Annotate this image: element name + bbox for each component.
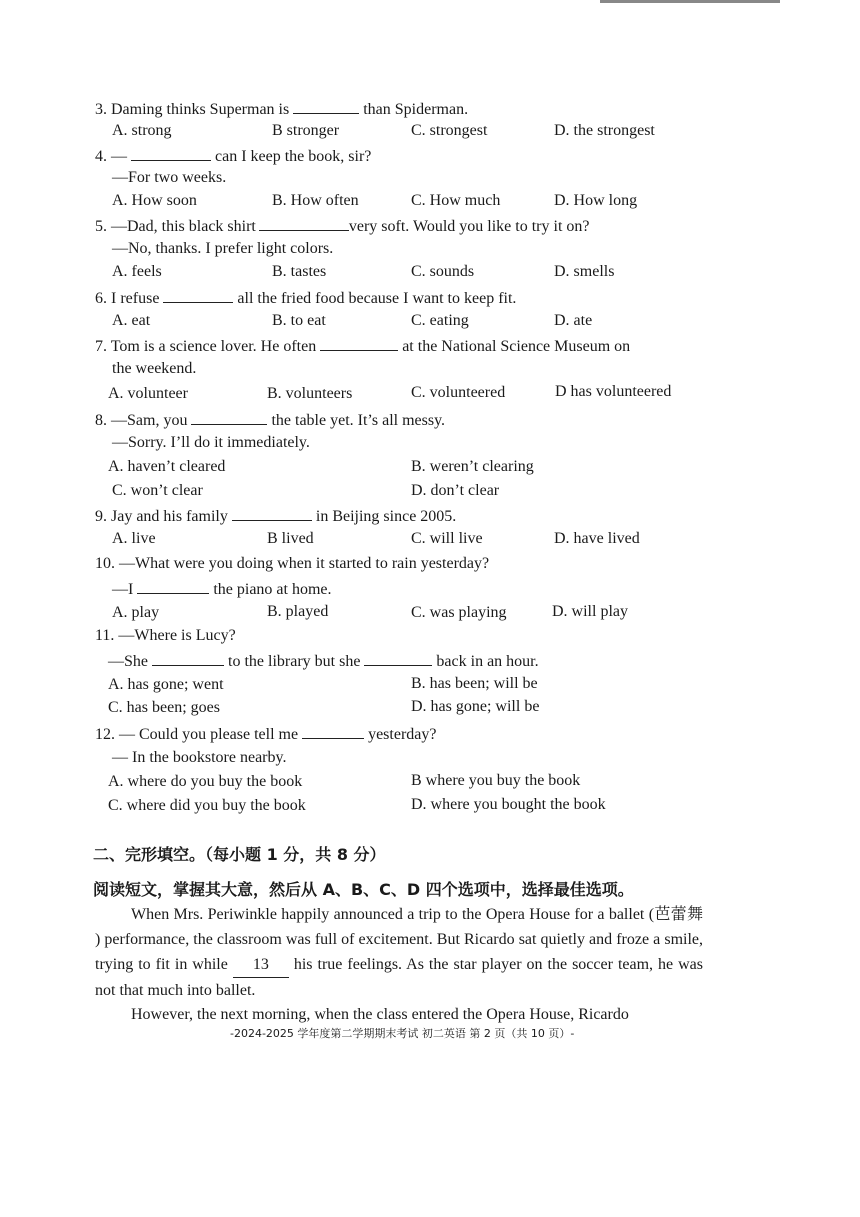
question-number: 4. (95, 148, 107, 165)
option-d: D has volunteered (555, 383, 672, 400)
option-b: B. played (267, 603, 329, 620)
option-a: A. live (112, 530, 156, 547)
passage-text: his true feelings. As the star player on the soccer team, he was not that much into ballet. (95, 956, 704, 999)
answer-blank (163, 288, 233, 303)
option-d: D. ate (554, 312, 593, 329)
section-instruction: 阅读短文，掌握其大意，然后从 A、B、C、D 四个选项中，选择最佳选项。 (93, 880, 634, 899)
question-10 (95, 555, 489, 573)
option-b: B. to eat (272, 312, 326, 329)
option-c: C. will live (411, 530, 483, 547)
question-10-reply (112, 579, 332, 599)
question-text: in Beijing since 2005. (315, 508, 457, 525)
answer-blank (232, 506, 312, 521)
question-11-reply (108, 651, 539, 671)
option-b: B lived (267, 530, 314, 547)
question-text: Daming thinks Superman is (111, 101, 290, 118)
option-a: A. volunteer (108, 385, 188, 402)
question-text: Jay and his family (111, 508, 228, 525)
answer-blank (152, 651, 224, 666)
question-number: 9. (95, 508, 107, 525)
option-c: C. where did you buy the book (108, 797, 306, 814)
scan-edge-mark (600, 0, 780, 3)
option-c: C. has been; goes (108, 699, 220, 716)
option-b: B. How often (272, 192, 359, 209)
option-b: B. volunteers (267, 385, 353, 402)
page-footer: -2024-2025 学年度第二学期期末考试 初二英语 第 2 页（共 10 页）- (230, 1027, 575, 1040)
answer-blank (259, 216, 349, 231)
option-a: A. has gone; went (108, 676, 224, 693)
question-number: 7. (95, 338, 107, 355)
option-d: D. smells (554, 263, 615, 280)
answer-blank (137, 579, 209, 594)
option-a: A. eat (112, 312, 151, 329)
option-b: B. weren’t clearing (411, 458, 534, 475)
option-d: D. has gone; will be (411, 698, 540, 715)
passage-text: However, the next morning, when the class entered the Opera House, Ricardo (131, 1006, 629, 1023)
section-title: 二、完形填空。（每小题 1 分，共 8 分） (93, 845, 386, 864)
question-8-reply: —Sorry. I’ll do it immediately. (112, 434, 310, 451)
question-text: at the National Science Museum on (402, 338, 631, 355)
question-3 (95, 99, 468, 119)
option-c: C. eating (411, 312, 469, 329)
question-text: —Sam, you (111, 412, 188, 429)
answer-blank (320, 336, 398, 351)
option-a: A. How soon (112, 192, 197, 209)
option-c: C. won’t clear (112, 482, 203, 499)
question-number: 5. (95, 218, 107, 235)
answer-blank (293, 99, 359, 114)
question-text: I refuse (111, 290, 160, 307)
passage-paragraph-1 (95, 902, 703, 1003)
question-12-reply: — In the bookstore nearby. (112, 749, 287, 766)
question-text: —What were you doing when it started to rain yesterday? (119, 555, 490, 572)
question-text: to the library but she (228, 653, 361, 670)
option-d: D. will play (552, 603, 628, 620)
answer-blank (191, 410, 267, 425)
answer-blank (364, 651, 432, 666)
passage-blank (233, 952, 289, 978)
question-text: very soft. Would you like to try it on? (348, 218, 590, 235)
question-9 (95, 506, 456, 526)
question-4 (95, 146, 371, 166)
question-number: 8. (95, 412, 107, 429)
question-text: yesterday? (368, 726, 437, 743)
question-text: —I (112, 581, 134, 598)
option-b: B. has been; will be (411, 675, 538, 692)
question-12 (95, 724, 436, 744)
option-d: D. the strongest (554, 122, 655, 139)
question-number: 11. (95, 627, 115, 644)
question-5 (95, 216, 589, 236)
option-a: A. feels (112, 263, 162, 280)
passage-paragraph-2 (95, 1002, 703, 1027)
answer-blank (302, 724, 364, 739)
question-text: —She (108, 653, 148, 670)
question-6 (95, 288, 516, 308)
question-text: back in an hour. (436, 653, 539, 670)
question-number: 3. (95, 101, 107, 118)
question-number: 12. (95, 726, 115, 743)
option-d: D. How long (554, 192, 638, 209)
question-number: 6. (95, 290, 107, 307)
option-c: C. was playing (411, 604, 507, 621)
question-5-reply: —No, thanks. I prefer light colors. (112, 240, 334, 257)
option-c: C. How much (411, 192, 501, 209)
question-4-reply: —For two weeks. (112, 169, 227, 186)
option-b: B where you buy the book (411, 772, 581, 789)
answer-blank (131, 146, 211, 161)
option-c: C. strongest (411, 122, 488, 139)
passage-text: When Mrs. Periwinkle happily announced a trip to the Opera House for a ballet (芭蕾舞 ) performance, the classroom was full of excitement. But Ricardo sat quietly and froze a smile, trying to fit in while (95, 906, 703, 973)
question-11 (95, 627, 236, 645)
question-text: the piano at home. (213, 581, 332, 598)
question-7 (95, 336, 630, 356)
question-number: 10. (95, 555, 115, 572)
question-text: than Spiderman. (363, 101, 469, 118)
option-b: B. tastes (272, 263, 327, 280)
option-d: D. don’t clear (411, 482, 500, 499)
question-text: — Could you please tell me (119, 726, 299, 743)
question-text: Tom is a science lover. He often (110, 338, 317, 355)
option-a: A. strong (112, 122, 172, 139)
option-a: A. play (112, 604, 160, 621)
question-7-continued: the weekend. (112, 360, 197, 377)
option-d: D. where you bought the book (411, 796, 606, 813)
question-text: the table yet. It’s all messy. (271, 412, 446, 429)
blank-number: 13 (252, 956, 269, 973)
option-b: B stronger (272, 122, 340, 139)
question-text: can I keep the book, sir? (215, 148, 372, 165)
question-text: —Where is Lucy? (118, 627, 236, 644)
question-text: all the fried food because I want to keep fit. (237, 290, 517, 307)
question-8 (95, 410, 445, 430)
question-text: — (111, 148, 127, 165)
option-c: C. volunteered (411, 384, 506, 401)
option-d: D. have lived (554, 530, 640, 547)
option-c: C. sounds (411, 263, 475, 280)
option-a: A. haven’t cleared (108, 458, 226, 475)
question-text: —Dad, this black shirt (111, 218, 256, 235)
option-a: A. where do you buy the book (108, 773, 303, 790)
